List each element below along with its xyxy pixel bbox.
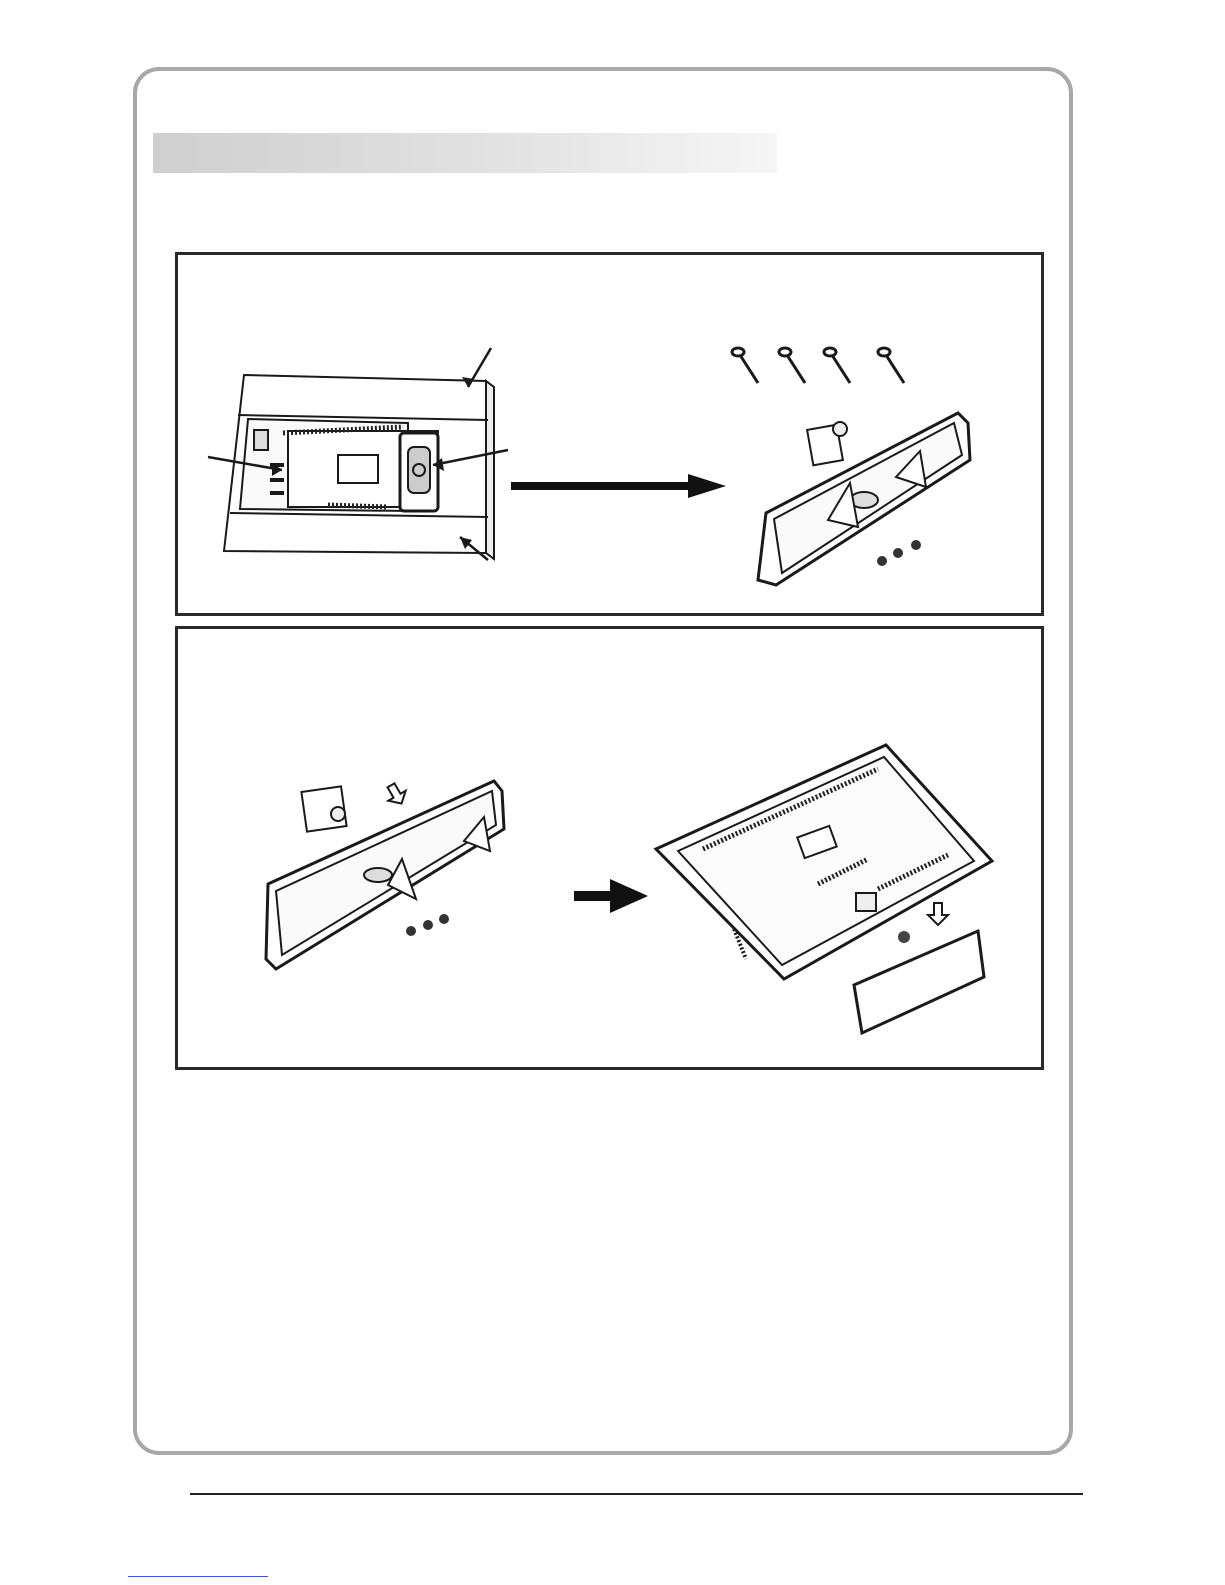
screws <box>732 348 904 383</box>
step-1-illustration <box>178 255 1041 613</box>
footer-link-underline[interactable] <box>128 1576 268 1577</box>
step-1-panel <box>175 252 1044 616</box>
footer-rule <box>190 1493 1083 1495</box>
section-heading-bar <box>153 133 777 173</box>
step-2-arrow <box>574 879 648 913</box>
stand-base <box>758 413 970 585</box>
step-2-illustration <box>178 629 1041 1067</box>
stand-base-in-foam <box>400 433 438 511</box>
step-2-panel <box>175 626 1044 1070</box>
tv-back-large <box>656 745 992 979</box>
step-1-arrow <box>511 474 726 498</box>
stand-base-with-neck <box>266 780 504 969</box>
